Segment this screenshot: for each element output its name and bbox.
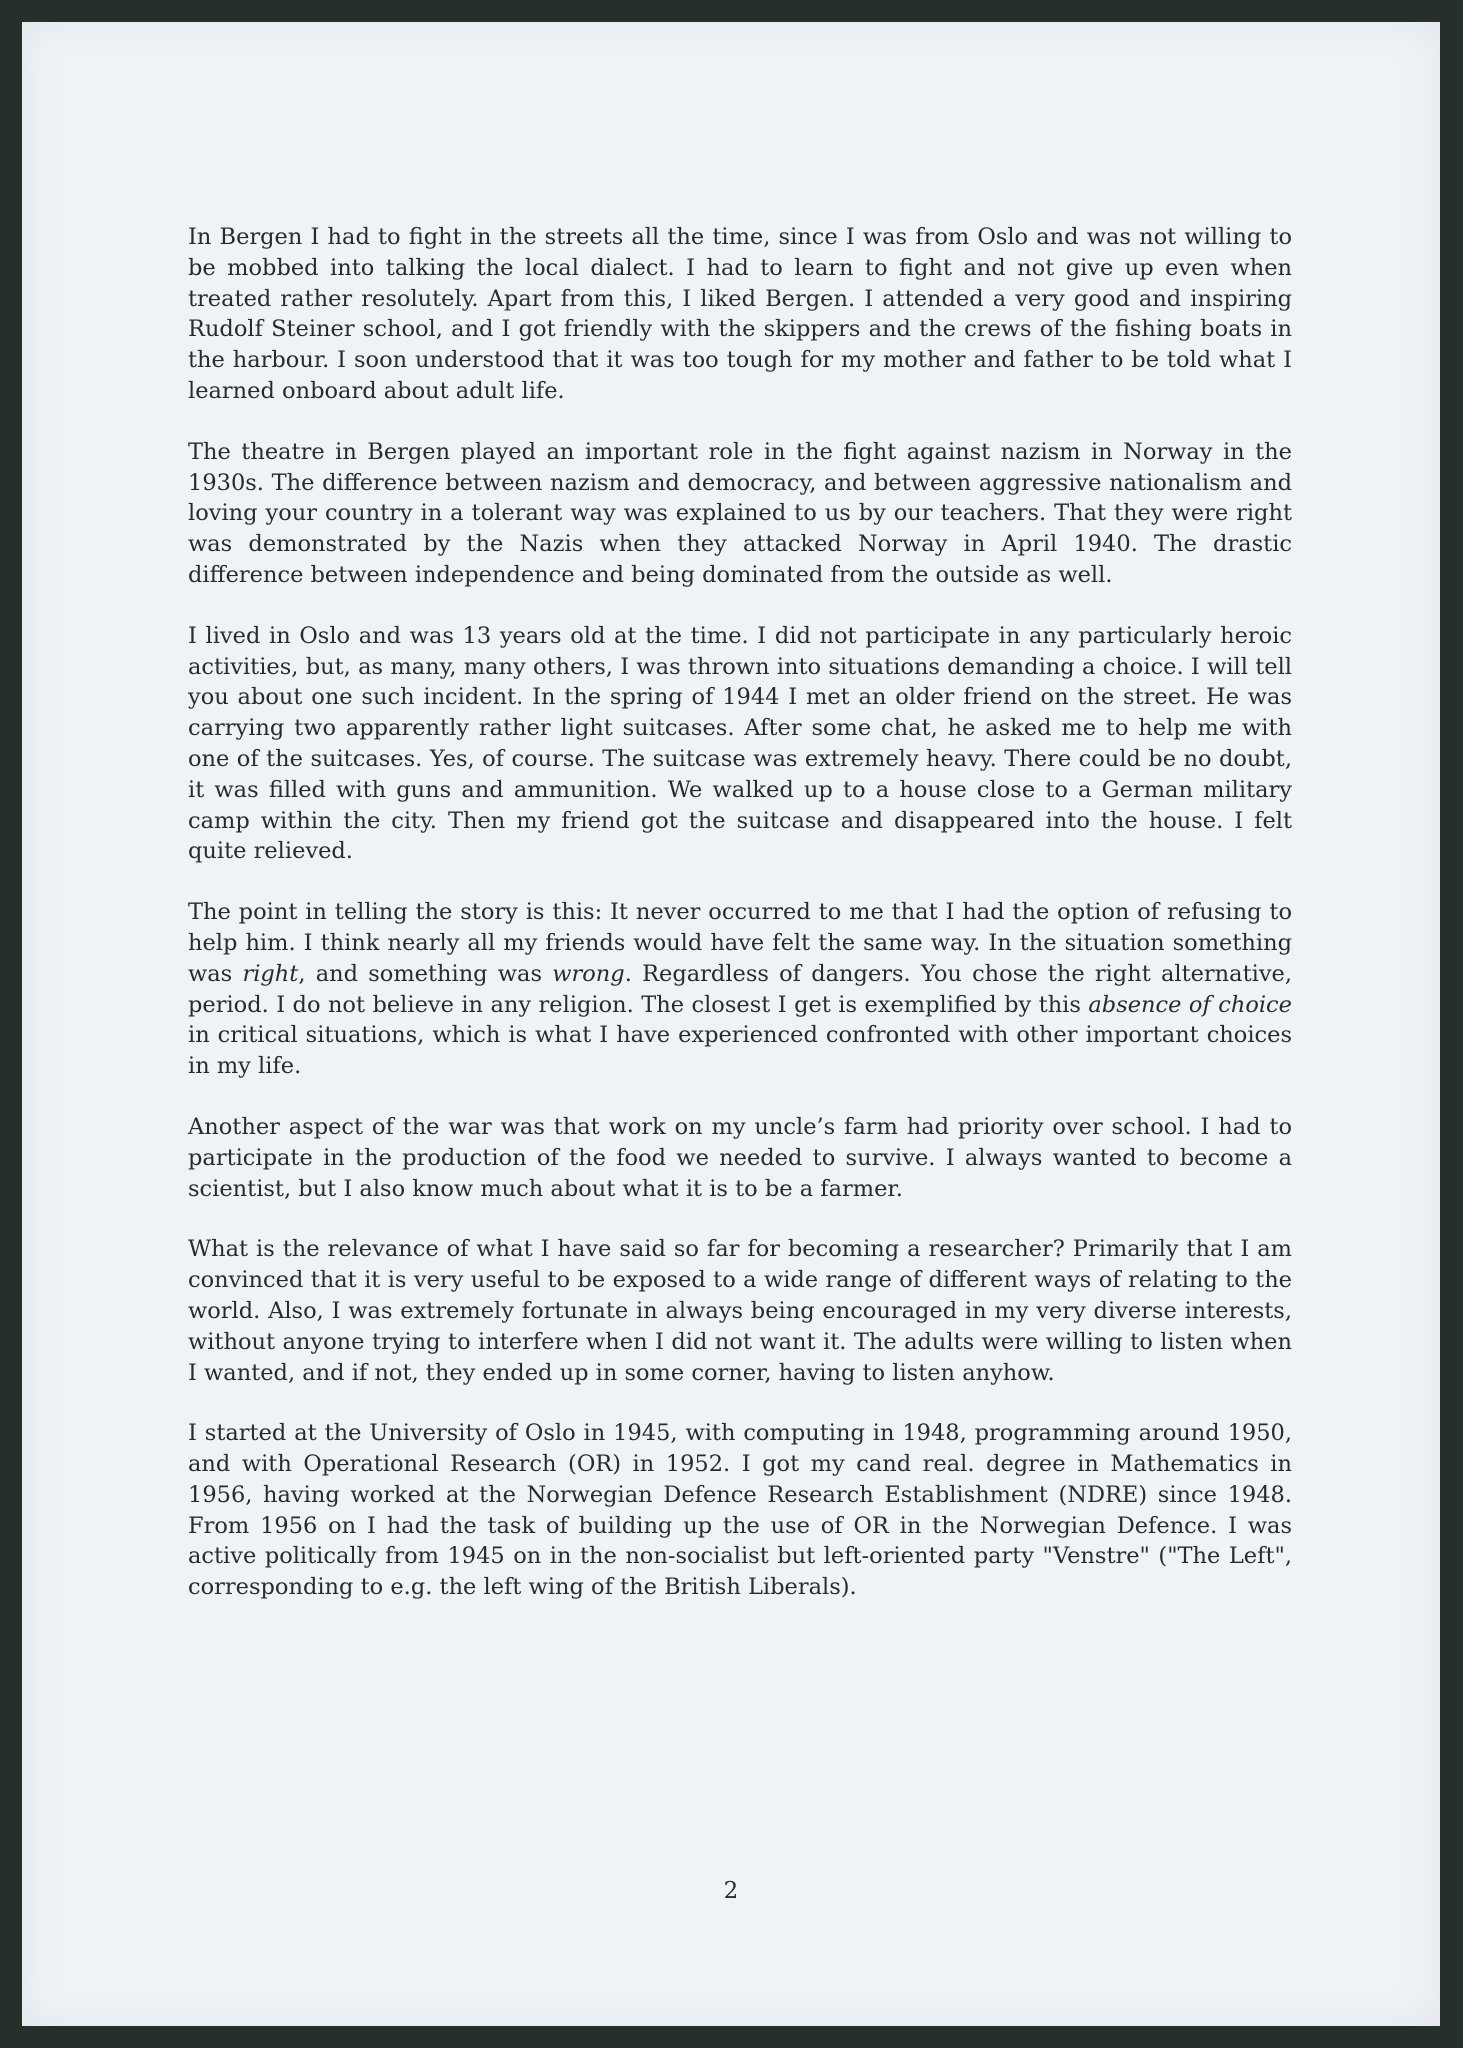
paragraph-2-text: The theatre in Bergen played an important role in the fight against nazism in Norway in the 1930s. The difference between nazism and democracy, and between aggressive nationalism and loving your country in a tolerant way was explained to us by our teachers. That they were right was demonstrated by the Nazis when they attacked Norway in April 1940. The drastic difference between independence and being dominated from the outside as well. (188, 438, 1292, 588)
emphasis-absence-of-choice: absence of choice (1088, 991, 1292, 1018)
paragraph-6-text: What is the relevance of what I have said so far for becoming a researcher? Primarily that I am convinced that it is very useful to be exposed to a wide range of different ways of relating to the world. Also, I was extremely fortunate in always being encouraged in my very diverse interests, without anyone trying to interfere when I did not want it. The adults were willing to listen when I wanted, and if not, they ended up in some corner, having to listen anyhow. (188, 1236, 1292, 1386)
paragraph-3 (188, 621, 1292, 867)
paragraph-1 (188, 222, 1292, 407)
document-page (22, 22, 1440, 2026)
paragraph-2 (188, 437, 1292, 591)
paragraph-7 (188, 1418, 1292, 1603)
paragraph-3-text: I lived in Oslo and was 13 years old at the time. I did not participate in any particularly heroic activities, but, as many, many others, I was thrown into situations demanding a choice. I will tell you about one such incident. In the spring of 1944 I met an older friend on the street. He was carrying two apparently rather light suitcases. After some chat, he asked me to help me with one of the suitcases. Yes, of course. The suitcase was extremely heavy. There could be no doubt, it was filled with guns and ammunition. We walked up to a house close to a German military camp within the city. Then my friend got the suitcase and disappeared into the house. I felt quite relieved. (188, 622, 1292, 865)
paragraph-4-text-c: . Regardless of dangers. You chose the right alternative, period. I do not believe in any religion. The closest I get is exemplified by this (188, 960, 1293, 1018)
paragraph-4-text-d: in critical situations, which is what I have experienced confronted with other important choices in my life. (188, 1022, 1292, 1080)
paragraph-1-text: In Bergen I had to fight in the streets all the time, since I was from Oslo and was not willing to be mobbed into talking the local dialect. I had to learn to fight and not give up even when treated rather resolutely. Apart from this, I liked Bergen. I attended a very good and inspiring Rudolf Steiner school, and I got friendly with the skippers and the crews of the fishing boats in the harbour. I soon understood that it was too tough for my mother and father to be told what I learned onboard about adult life. (188, 224, 1292, 404)
paragraph-7-text: I started at the University of Oslo in 1945, with computing in 1948, programming around 1950, and with Operational Research (OR) in 1952. I got my cand real. degree in Mathematics in 1956, having worked at the Norwegian Defence Research Establishment (NDRE) since 1948. From 1956 on I had the task of building up the use of OR in the Norwegian Defence. I was active politically from 1945 on in the non-socialist but left-oriented party "Venstre" ("The Left", corresponding to e.g. the left wing of the British Liberals). (188, 1420, 1292, 1601)
paragraph-4-text-b: , and something was (298, 960, 553, 987)
paragraph-5-text: Another aspect of the war was that work on my uncle’s farm had priority over school. I had to participate in the production of the food we needed to survive. I always wanted to become a scientist, but I also know much about what it is to be a farmer. (188, 1113, 1292, 1202)
paragraph-6 (188, 1234, 1292, 1388)
paragraph-5 (188, 1112, 1292, 1204)
body-text (188, 222, 1292, 1633)
emphasis-right: right (242, 960, 299, 987)
emphasis-wrong: wrong (552, 960, 625, 987)
page-number: 2 (723, 1878, 739, 1904)
paragraph-4-text-a: The point in telling the story is this: It never occurred to me that I had the option of refusing to help him. I think nearly all my friends would have felt the same way. In the situation something was (188, 899, 1292, 987)
paragraph-4 (188, 897, 1292, 1082)
